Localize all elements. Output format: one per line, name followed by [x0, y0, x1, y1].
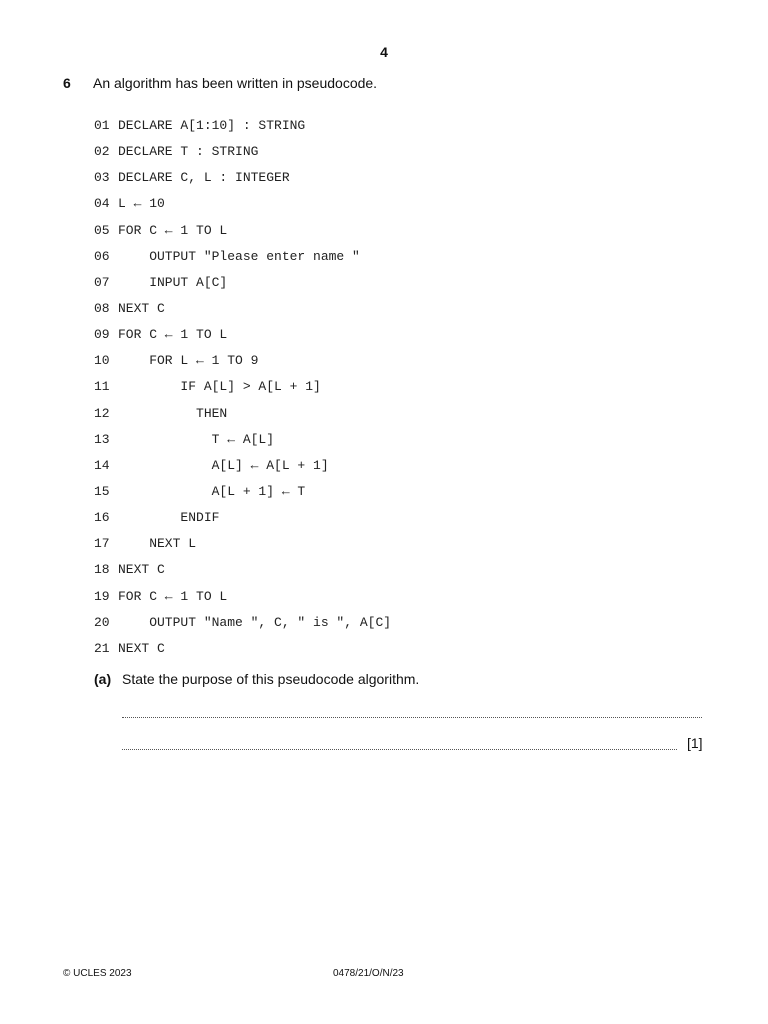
code-text: A[L] ← A[L + 1] — [118, 457, 329, 473]
code-text: L ← 10 — [118, 196, 165, 212]
line-number: 10 — [94, 353, 110, 369]
code-line — [94, 274, 391, 300]
answer-line-2[interactable] — [122, 735, 677, 750]
code-line — [94, 614, 391, 640]
line-number: 03 — [94, 170, 110, 186]
code-text: INPUT A[C] — [118, 274, 228, 290]
code-text: NEXT L — [118, 536, 197, 552]
code-text: T ← A[L] — [118, 431, 275, 447]
code-text: FOR L ← 1 TO 9 — [118, 353, 259, 369]
copyright-footer: © UCLES 2023 — [63, 968, 132, 979]
line-number: 17 — [94, 536, 110, 552]
answer-line-1[interactable] — [122, 703, 702, 718]
code-line — [94, 169, 391, 195]
paper-code-footer: 0478/21/O/N/23 — [333, 968, 404, 979]
code-line — [94, 535, 391, 561]
line-number: 11 — [94, 379, 110, 395]
question-text: An algorithm has been written in pseudocode. — [93, 75, 378, 91]
line-number: 20 — [94, 614, 110, 630]
code-text: DECLARE C, L : INTEGER — [118, 170, 290, 186]
line-number: 14 — [94, 457, 110, 473]
code-line — [94, 195, 391, 221]
code-text: NEXT C — [118, 640, 165, 656]
code-line — [94, 431, 391, 457]
code-line — [94, 483, 391, 509]
line-number: 18 — [94, 562, 110, 578]
code-line — [94, 457, 391, 483]
code-text: OUTPUT "Please enter name " — [118, 248, 360, 264]
pseudocode-block — [94, 117, 391, 666]
code-line — [94, 222, 391, 248]
code-text: FOR C ← 1 TO L — [118, 222, 228, 238]
code-line — [94, 588, 391, 614]
code-text: OUTPUT "Name ", C, " is ", A[C] — [118, 614, 392, 630]
code-line — [94, 561, 391, 587]
marks-label: [1] — [687, 735, 703, 751]
line-number: 21 — [94, 640, 110, 656]
code-text: IF A[L] > A[L + 1] — [118, 379, 321, 395]
code-line — [94, 378, 391, 404]
line-number: 01 — [94, 118, 110, 133]
line-number: 05 — [94, 222, 110, 238]
code-text: DECLARE T : STRING — [118, 144, 259, 160]
code-text: A[L + 1] ← T — [118, 483, 306, 499]
code-text: NEXT C — [118, 300, 165, 316]
part-a-text: State the purpose of this pseudocode algorithm. — [122, 671, 420, 687]
line-number: 15 — [94, 483, 110, 499]
code-line — [94, 117, 391, 143]
line-number: 13 — [94, 431, 110, 447]
code-text: FOR C ← 1 TO L — [118, 327, 228, 343]
code-text: DECLARE A[1:10] : STRING — [118, 118, 306, 133]
code-text: THEN — [118, 405, 228, 421]
line-number: 09 — [94, 327, 110, 343]
code-line — [94, 352, 391, 378]
line-number: 08 — [94, 300, 110, 316]
code-text: FOR C ← 1 TO L — [118, 588, 228, 604]
part-a-label: (a) — [94, 671, 112, 687]
code-line — [94, 640, 391, 666]
code-text: ENDIF — [118, 510, 220, 526]
code-line — [94, 143, 391, 169]
line-number: 06 — [94, 248, 110, 264]
line-number: 07 — [94, 274, 110, 290]
line-number: 12 — [94, 405, 110, 421]
code-line — [94, 509, 391, 535]
code-line — [94, 300, 391, 326]
page-number: 4 — [380, 44, 388, 60]
code-line — [94, 326, 391, 352]
line-number: 16 — [94, 510, 110, 526]
code-line — [94, 248, 391, 274]
line-number: 04 — [94, 196, 110, 212]
question-number: 6 — [63, 75, 71, 91]
line-number: 19 — [94, 588, 110, 604]
line-number: 02 — [94, 144, 110, 160]
code-line — [94, 405, 391, 431]
code-text: NEXT C — [118, 562, 165, 578]
